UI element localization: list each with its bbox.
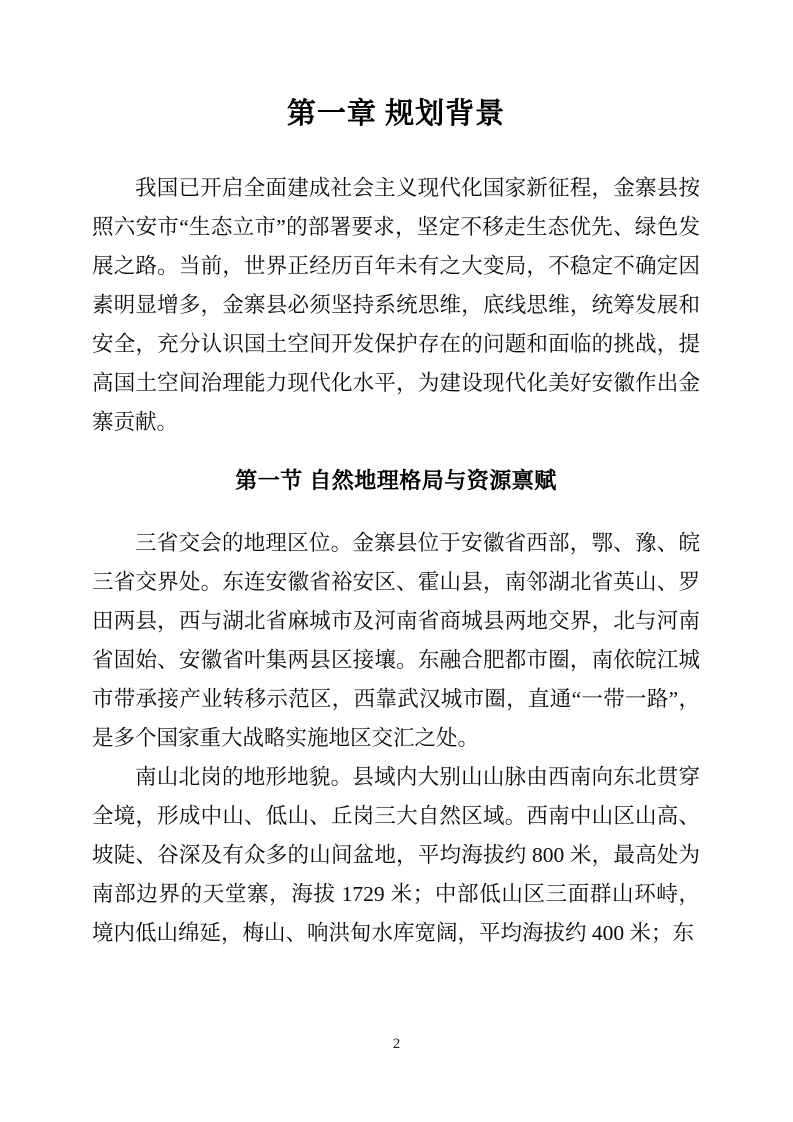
paragraph-geography-location: 三省交会的地理区位。金寨县位于安徽省西部，鄂、豫、皖三省交界处。东连安徽省裕安区、霍山县，南邻湖北省英山、罗田两县，西与湖北省麻城市及河南省商城县两地交界，北与河南省固始、安徽省叶集两县区接壤。东融合肥都市圈，南依皖江城市带承接产业转移示范区，西靠武汉城市圈，直通“一带一路”，是多个国家重大战略实施地区交汇之处。 <box>92 531 700 750</box>
chapter-title: 第一章 规划背景 <box>286 98 506 130</box>
section-heading: 第一节 自然地理格局与资源禀赋 <box>235 468 557 493</box>
paragraph-terrain: 南山北岗的地形地貌。县域内大别山山脉由西南向东北贯穿全境，形成中山、低山、丘岗三大自然区域。西南中山区山高、坡陡、谷深及有众多的山间盆地，平均海拔约 800 米，最高处为南部边界的天堂寨，海拔 1729 米；中部低山区三面群山环峙，境内低山绵延，梅山、响洪甸水库宽阔，平均海拔约 400 米；东 <box>92 765 700 945</box>
page-number: 2 <box>392 1036 401 1052</box>
paragraph-intro: 我国已开启全面建成社会主义现代化国家新征程，金寨县按照六安市“生态立市”的部署要求，坚定不移走生态优先、绿色发展之路。当前，世界正经历百年未有之大变局，不稳定不确定因素明显增多，金寨县必须坚持系统思维，底线思维，统筹发展和安全，充分认识国土空间开发保护存在的问题和面临的挑战，提高国土空间治理能力现代化水平，为建设现代化美好安徽作出金寨贡献。 <box>92 176 700 434</box>
